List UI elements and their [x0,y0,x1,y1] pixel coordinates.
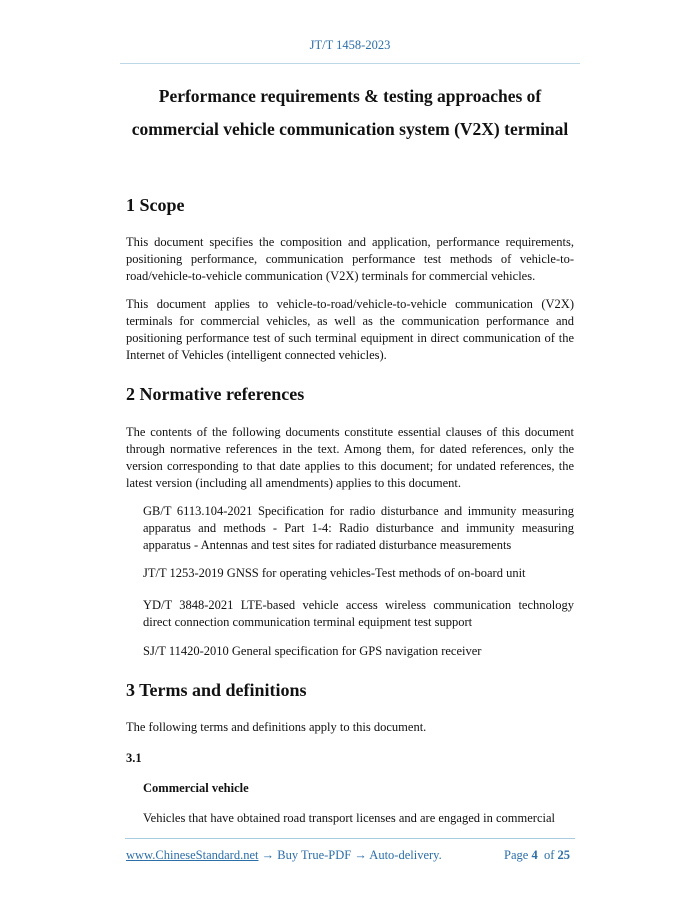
reference-item: YD/T 3848-2021 LTE-based vehicle access wireless communication technology direct connection communication terminal equipment test support [143,598,574,629]
paragraph: This document specifies the composition and application, performance requirements, positioning performance, communication performance test methods of vehicle-to-road/vehicle-to-vehicle communication (V2X) terminals for commercial vehicles. [126,235,574,283]
paragraph: The contents of the following documents constitute essential clauses of this document through normative references in the text. Among them, for dated references, only the version corresponding to that date applies to this document; for undated references, the latest version (including all amendments) applies to this document. [126,425,574,490]
header-divider [120,63,580,64]
paragraph: This document applies to vehicle-to-road/vehicle-to-vehicle communication (V2X) terminals for commercial vehicles, as well as the communication performance and positioning performance test of such terminal equipment in direct communication of the Internet of Vehicles (intelligent connected vehicles). [126,297,574,362]
footer-promo: → Buy True-PDF → Auto-delivery. [258,848,442,862]
reference-item: JT/T 1253-2019 GNSS for operating vehicles-Test methods of on-board unit [143,566,526,580]
page-indicator [504,848,570,863]
footer-link[interactable]: www.ChineseStandard.net [126,848,259,862]
total-pages: 25 [557,848,570,862]
reference-item: SJ/T 11420-2010 General specification for GPS navigation receiver [143,644,482,658]
footer [126,848,574,863]
section-heading-terms: 3 Terms and definitions [126,680,307,700]
header-doc-code: JT/T 1458-2023 [309,38,391,52]
current-page: 4 [531,848,538,862]
reference-item: GB/T 6113.104-2021 Specification for radio disturbance and immunity measuring apparatus and methods - Part 1-4: Radio disturbance and immunity measuring apparatus - Antennas and test sites for radiated disturbance measurements [143,504,574,552]
term-definition: Vehicles that have obtained road transport licenses and are engaged in commercial [143,811,555,825]
term-name: Commercial vehicle [143,781,249,795]
page-label: Page [504,848,529,862]
term-number: 3.1 [126,751,142,765]
doc-title-line2: commercial vehicle communication system (V2X) terminal [131,119,569,139]
footer-divider [125,838,575,839]
page-of: of [543,848,555,862]
section-heading-scope: 1 Scope [126,195,185,215]
doc-title-line1: Performance requirements & testing approaches of [158,86,542,106]
paragraph: The following terms and definitions apply to this document. [126,720,427,734]
section-heading-normative: 2 Normative references [126,384,305,404]
